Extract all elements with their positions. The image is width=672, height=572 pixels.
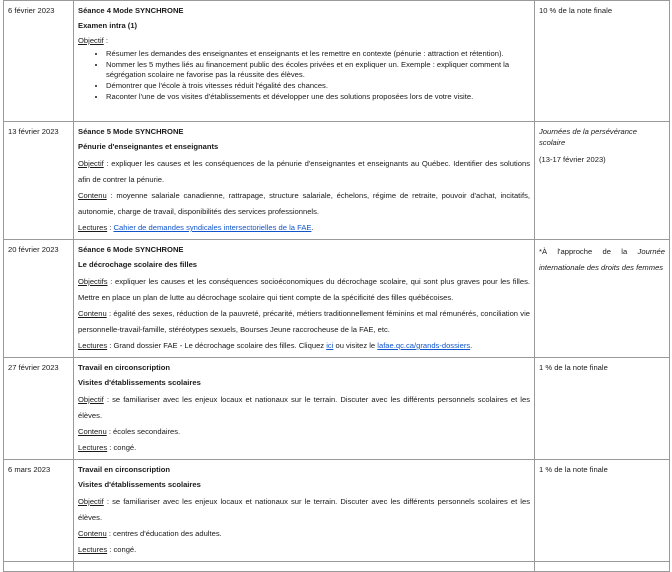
- lectures-paragraph: [78, 338, 530, 354]
- lectures-text: : congé.: [107, 545, 137, 554]
- objectif-colon: :: [103, 36, 108, 45]
- session-date: 27 février 2023: [8, 363, 59, 372]
- session-title: Séance 6 Mode SYNCHRONE: [78, 245, 184, 254]
- session-title: Travail en circonscription: [78, 363, 170, 372]
- lectures-prefix: :: [107, 223, 114, 232]
- note-event-dates: (13-17 février 2023): [539, 155, 606, 164]
- lectures-suffix: .: [311, 223, 314, 232]
- contenu-label: Contenu: [78, 529, 107, 538]
- grade-weight: 1 % de la note finale: [539, 363, 608, 372]
- note-cell: [535, 240, 670, 358]
- lectures-paragraph: [78, 220, 530, 236]
- lectures-paragraph: [78, 440, 530, 456]
- session-date: 20 février 2023: [8, 245, 59, 254]
- contenu-paragraph: [78, 526, 530, 542]
- objectif-paragraph: [78, 156, 530, 188]
- session-subtitle: Visites d'établissements scolaires: [78, 378, 201, 387]
- lectures-text: : Grand dossier FAE - Le décrochage scolaire des filles. Cliquez: [107, 341, 327, 350]
- objectif-text: : expliquer les causes et les conséquences de la pénurie d'enseignantes et enseignants au Québec. Identifier des solutions afin de contrer la pénurie.: [78, 159, 530, 184]
- contenu-paragraph: [78, 424, 530, 440]
- note-cell: [535, 122, 670, 240]
- content-cell: [74, 122, 535, 240]
- objectif-label: Objectif: [78, 36, 104, 45]
- table-row: [4, 1, 670, 122]
- objectif-list: [78, 49, 530, 102]
- contenu-paragraph: [78, 188, 530, 220]
- table-row: [4, 122, 670, 240]
- grade-weight: 10 % de la note finale: [539, 6, 613, 15]
- contenu-label: Contenu: [78, 191, 107, 200]
- note-cell: [535, 460, 670, 562]
- note-italic: Journée internationale des droits des femmes: [539, 247, 665, 272]
- list-item: • Nommer les 5 mythes liés au financement public des écoles privées et en expliquer un. Exemple : expliquer comment la ségrégation scolaire ne favorise pas la réussite des élèves.: [106, 60, 530, 80]
- table-row: [4, 358, 670, 460]
- date-cell: [4, 1, 74, 122]
- content-cell: [74, 1, 535, 122]
- content-cell: [74, 460, 535, 562]
- list-item: • Démontrer que l'école à trois vitesses réduit l'égalité des chances.: [106, 81, 530, 91]
- objectif-label: Objectif: [78, 497, 104, 506]
- note-prefix: *À l'approche de la: [539, 247, 638, 256]
- content-cell: [74, 562, 535, 572]
- date-cell: [4, 358, 74, 460]
- content-cell: [74, 358, 535, 460]
- objectif-label: Objectifs: [78, 277, 108, 286]
- objectif-line: [78, 35, 530, 47]
- list-item: • Résumer les demandes des enseignantes et enseignants et les remettre en contexte (pénurie : attraction et rétention).: [106, 49, 530, 59]
- date-cell: [4, 460, 74, 562]
- list-item: • Raconter l'une de vos visites d'établissements et développer une des solutions proposées lors de votre visite.: [106, 92, 530, 102]
- lectures-label: Lectures: [78, 443, 108, 452]
- session-subtitle: Examen intra (1): [78, 21, 138, 30]
- note-cell: [535, 358, 670, 460]
- ici-link[interactable]: ici: [326, 341, 334, 350]
- session-title: Travail en circonscription: [78, 465, 170, 474]
- session-subtitle: Pénurie d'enseignantes et enseignants: [78, 142, 219, 151]
- note-cell: [535, 1, 670, 122]
- note-women-day: [539, 244, 665, 276]
- lectures-paragraph: [78, 542, 530, 558]
- note-event: Journées de la persévérance scolaire: [539, 127, 637, 147]
- session-date: 6 février 2023: [8, 6, 55, 15]
- session-title: Séance 5 Mode SYNCHRONE: [78, 127, 184, 136]
- contenu-label: Contenu: [78, 309, 107, 318]
- objectif-text: : se familiariser avec les enjeux locaux et nationaux sur le terrain. Discuter avec les différents personnels scolaires et les élèves.: [78, 395, 530, 420]
- note-cell: [535, 562, 670, 572]
- objectif-text: : se familiariser avec les enjeux locaux et nationaux sur le terrain. Discuter avec les différents personnels scolaires et les élèves.: [78, 497, 530, 522]
- date-cell: [4, 240, 74, 358]
- objectif-text: : expliquer les causes et les conséquences socioéconomiques du décrochage scolaire, qui sont plus graves pour les filles. Mettre en place un plan de lutte au décrochage scolaire qui tient compte de la spécificité des filles québécoises.: [78, 277, 530, 302]
- session-subtitle: Visites d'établissements scolaires: [78, 480, 201, 489]
- lectures-label: Lectures: [78, 223, 108, 232]
- date-cell: [4, 122, 74, 240]
- schedule-table: [3, 0, 670, 572]
- contenu-paragraph: [78, 306, 530, 338]
- lectures-text: ou visitez le: [333, 341, 378, 350]
- contenu-text: : moyenne salariale canadienne, rattrapage, structure salariale, échelons, régime de retraite, pouvoir d'achat, incitatifs, autonomie, charge de travail, disponibilités des services professionnels.: [78, 191, 530, 216]
- objectif-paragraph: [78, 274, 530, 306]
- session-date: 6 mars 2023: [8, 465, 51, 474]
- grade-weight: 1 % de la note finale: [539, 465, 608, 474]
- contenu-text: : égalité des sexes, réduction de la pauvreté, précarité, métiers traditionnellement féminins et mal rémunérés, conciliation vie personnelle-travail-famille, stéréotypes sexuels, Bourses Jeune raccrocheuse de la FAE, etc.: [78, 309, 530, 334]
- objectif-label: Objectif: [78, 395, 104, 404]
- session-title: Séance 4 Mode SYNCHRONE: [78, 6, 184, 15]
- contenu-text: : écoles secondaires.: [106, 427, 181, 436]
- session-date: 13 février 2023: [8, 127, 59, 136]
- lectures-text: : congé.: [107, 443, 137, 452]
- contenu-text: : centres d'éducation des adultes.: [106, 529, 222, 538]
- lectures-label: Lectures: [78, 341, 108, 350]
- grands-dossiers-link[interactable]: lafae.qc.ca/grands-dossiers: [377, 341, 471, 350]
- lectures-suffix: .: [470, 341, 473, 350]
- session-subtitle: Le décrochage scolaire des filles: [78, 260, 198, 269]
- date-cell: [4, 562, 74, 572]
- table-row: [4, 562, 670, 572]
- table-row: [4, 240, 670, 358]
- contenu-label: Contenu: [78, 427, 107, 436]
- objectif-label: Objectif: [78, 159, 104, 168]
- table-row: [4, 460, 670, 562]
- objectif-paragraph: [78, 392, 530, 424]
- content-cell: [74, 240, 535, 358]
- lectures-label: Lectures: [78, 545, 108, 554]
- cahier-demandes-link[interactable]: Cahier de demandes syndicales intersectorielles de la FAE: [113, 223, 312, 232]
- objectif-paragraph: [78, 494, 530, 526]
